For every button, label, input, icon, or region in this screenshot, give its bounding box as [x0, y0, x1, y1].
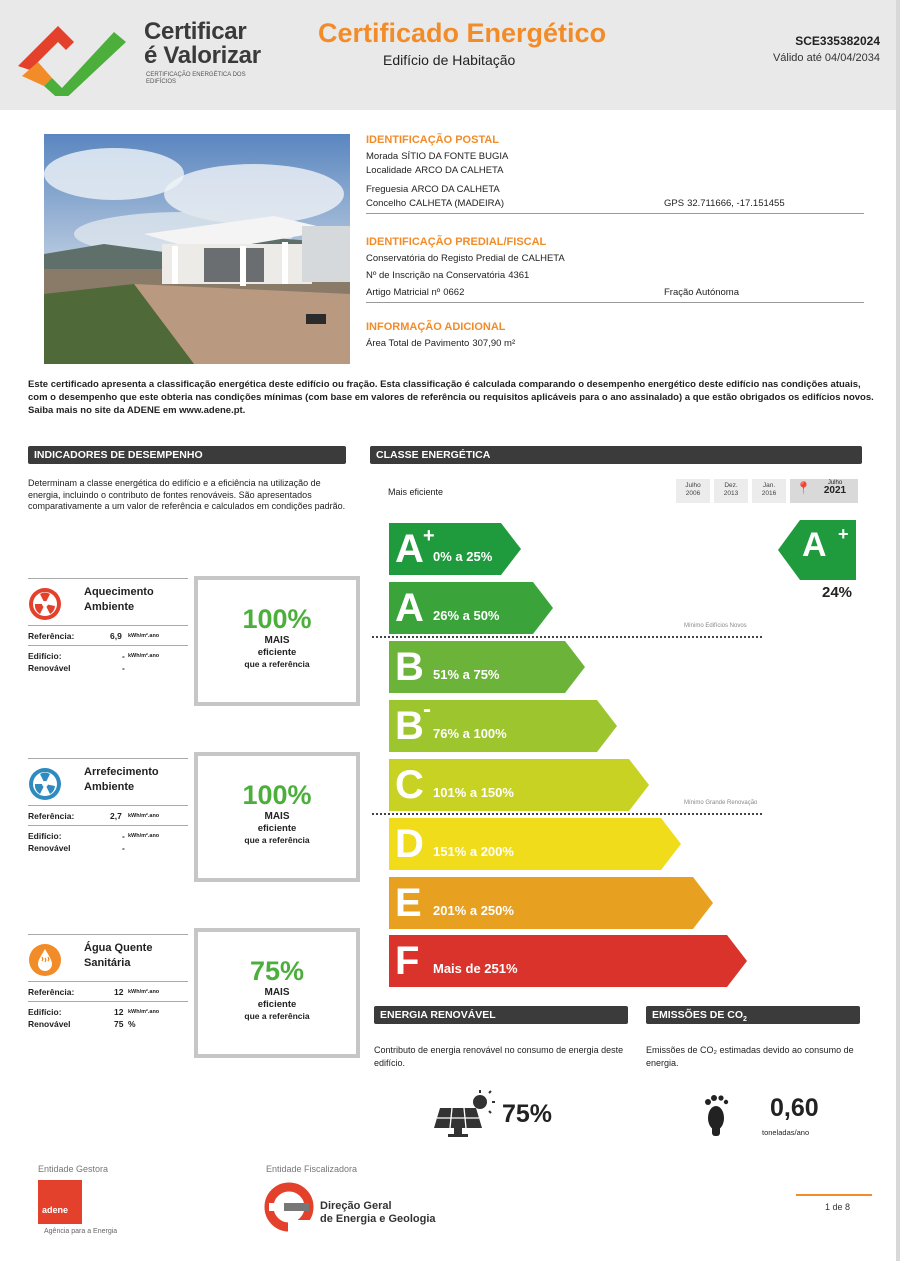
conservatoria-line [366, 252, 864, 266]
predial-divider [366, 302, 864, 303]
year-2006-value: 2006 [685, 490, 701, 497]
dgeg-line1: Direção Geral [320, 1200, 392, 1212]
freguesia-line [366, 183, 864, 197]
performance-title: INDICADORES DE DESEMPENHO [34, 449, 203, 461]
adene-name: adene [42, 1205, 69, 1215]
indicator-heating-title-l2: Ambiente [84, 601, 135, 613]
adicional-title: INFORMAÇÃO ADICIONAL [366, 321, 506, 333]
min-renovation-line [372, 813, 762, 815]
comparison-box-heating [194, 576, 360, 706]
renov-value: - [122, 843, 125, 853]
emissions-description: Emissões de CO₂ estimadas devido ao consumo de energia. [646, 1045, 854, 1068]
dgeg-line2: de Energia e Geologia [320, 1213, 436, 1225]
predial-identification [366, 236, 864, 303]
page-edge-shadow [896, 0, 900, 1261]
indicator-cooling-ref-row [28, 806, 188, 826]
indicator-hot-water-title-l2: Sanitária [84, 957, 131, 969]
rating-sup: + [838, 524, 849, 544]
class-range: 76% a 100% [433, 726, 507, 741]
indicator-hot-water-ref-row [28, 982, 188, 1002]
indicator-cooling-header [28, 758, 188, 806]
class-letter: C [395, 763, 424, 807]
conservatoria-label: Conservatória do Registo Predial de [366, 253, 519, 264]
footprint-icon [702, 1092, 730, 1136]
edif-unit: kWh/m².ano [128, 1009, 160, 1015]
comparison-pct: 75% [249, 956, 305, 986]
class-sup: + [423, 525, 435, 547]
artigo-label: Artigo Matricial nº [366, 287, 441, 298]
renov-value: - [122, 663, 125, 673]
class-c-arrow [389, 759, 649, 811]
comparison-ref: que a referência [244, 659, 310, 669]
renewable-title: ENERGIA RENOVÁVEL [380, 1009, 496, 1021]
freguesia-value: ARCO DA CALHETA [411, 184, 500, 195]
edif-label: Edifício: [28, 831, 62, 841]
document-title: Certificado Energético [318, 18, 607, 48]
class-letter: E [395, 881, 422, 925]
logo-subtitle: CERTIFICAÇÃO ENERGÉTICA DOS EDIFÍCIOS [146, 72, 246, 85]
edif-unit: kWh/m².ano [128, 653, 160, 659]
concelho-value: CALHETA (MADEIRA) [409, 198, 504, 209]
comparison-mais: MAIS [264, 811, 290, 822]
dgeg-name [320, 1200, 436, 1226]
artigo-value: 0662 [443, 287, 465, 298]
dgeg-logo-icon [264, 1182, 314, 1232]
indicator-cooling-title-l1: Arrefecimento [84, 766, 159, 778]
localidade-value: ARCO DA CALHETA [414, 165, 504, 176]
class-range: Mais de 251% [433, 961, 518, 976]
edif-value: - [122, 651, 125, 661]
rating-percentage: 24% [822, 584, 853, 601]
comparison-pct: 100% [242, 604, 312, 634]
additional-information [366, 321, 864, 351]
class-range: 201% a 250% [433, 903, 514, 918]
indicator-hot-water [28, 934, 188, 1032]
performance-description: Determinam a classe energética do edifício e a eficiência na utilização de energia, incluindo o contributo de fontes renováveis. São apresentados comparativamente a um valor de referência e calculados em condições padrão. [28, 478, 346, 511]
predial-title: IDENTIFICAÇÃO PREDIAL/FISCAL [366, 236, 547, 248]
gps-line [664, 197, 785, 211]
localidade-label: Localidade [366, 165, 412, 176]
indicator-heating-header [28, 578, 188, 626]
indicator-heating-title-l1: Aquecimento [84, 586, 154, 598]
emissions-unit: toneladas/ano [762, 1128, 810, 1137]
class-letter: A [395, 527, 424, 571]
year-2013-month: Dez. [724, 482, 738, 489]
area-line [366, 337, 864, 351]
certificar-logo [14, 16, 274, 96]
emissions-title-sub: 2 [743, 1016, 747, 1024]
class-range: 101% a 150% [433, 785, 514, 800]
comparison-eficiente: eficiente [257, 999, 297, 1010]
intro-paragraph: Este certificado apresenta a classificação energética deste edifício ou fração. Esta classificação é calculada comparando o desempenho energético deste edifício nas condições atuais, com o desempenho que este obteria nas condições mínimas (com base em valores de referência ou requisitos aplicáveis para o ano assinalado) a que estão obrigados os edifícios novos. Saiba mais no site da ADENE em www.adene.pt. [28, 379, 874, 416]
indicator-heating-edif-row [28, 646, 188, 676]
ref-unit: kWh/m².ano [128, 813, 160, 819]
class-letter: D [395, 822, 424, 866]
heating-fan-icon [28, 587, 62, 621]
building-rating [778, 520, 856, 580]
morada-value: SÍTIO DA FONTE BUGIA [401, 151, 509, 162]
emissions-value: 0,60 [770, 1094, 819, 1122]
renov-label: Renovável [28, 663, 71, 673]
hot-water-drop-icon [28, 943, 62, 977]
concelho-label: Concelho [366, 198, 407, 209]
year-2021-value: 2021 [823, 485, 847, 496]
page-number: 1 de 8 [796, 1194, 872, 1212]
min-renovation-label: Mínimo Grande Renovação [684, 800, 758, 806]
class-letter: B [395, 645, 424, 689]
edif-label: Edifício: [28, 651, 62, 661]
class-range: 51% a 75% [433, 667, 500, 682]
logo-mark-icon [14, 16, 130, 96]
class-range: 26% a 50% [433, 608, 500, 623]
inscricao-line [366, 269, 864, 283]
energy-class-title: CLASSE ENERGÉTICA [376, 449, 491, 461]
min-new-buildings-line [372, 636, 762, 638]
energy-class-bar [370, 446, 862, 464]
renov-unit: % [128, 1019, 136, 1029]
indicator-cooling-title [84, 765, 159, 795]
edif-value: - [122, 831, 125, 841]
ref-label: Referência: [28, 987, 75, 997]
edif-label: Edifício: [28, 1007, 62, 1017]
gps-label: GPS [664, 198, 685, 209]
entidade-fiscalizadora-label: Entidade Fiscalizadora [266, 1164, 358, 1174]
ref-unit: kWh/m².ano [128, 633, 160, 639]
ref-value: 12 [114, 987, 124, 997]
indicator-cooling-edif-row [28, 826, 188, 856]
conservatoria-value: CALHETA [521, 253, 565, 264]
more-efficient-label: Mais eficiente [388, 487, 444, 497]
comparison-box-cooling [194, 752, 360, 882]
comparison-ref: que a referência [244, 835, 310, 845]
year-2016-month: Jan. [762, 482, 776, 489]
edif-unit: kWh/m².ano [128, 833, 160, 839]
year-2021-month: Julho [827, 480, 843, 486]
comparison-box-hot-water [194, 928, 360, 1058]
adene-tagline: Agência para a Energia [44, 1228, 118, 1235]
indicator-hot-water-title-l1: Água Quente [84, 942, 153, 954]
localidade-line [366, 164, 864, 178]
class-letter: A [395, 586, 424, 630]
renov-label: Renovável [28, 1019, 71, 1029]
year-2006-month: Julho [685, 482, 701, 489]
class-letter: F [395, 939, 420, 983]
area-value: 307,90 m² [472, 338, 516, 349]
area-label: Área Total de Pavimento [366, 338, 470, 349]
year-2021-selected [790, 479, 858, 503]
class-range: 151% a 200% [433, 844, 514, 859]
indicator-heating-ref-row [28, 626, 188, 646]
logo-line1: Certificar [144, 18, 247, 45]
header [0, 0, 900, 110]
valid-until: Válido até 04/04/2034 [772, 52, 880, 64]
ref-unit: kWh/m².ano [128, 989, 160, 995]
emissions-title: EMISSÕES DE CO [652, 1009, 744, 1021]
artigo-line [366, 286, 864, 300]
performance-bar [28, 446, 346, 464]
class-sup: - [423, 696, 431, 723]
postal-title: IDENTIFICAÇÃO POSTAL [366, 134, 500, 146]
postal-divider [366, 213, 864, 214]
cooling-fan-icon [28, 767, 62, 801]
postal-identification [366, 134, 864, 214]
entidade-gestora-label: Entidade Gestora [38, 1164, 109, 1174]
emissions-bar [646, 1006, 860, 1024]
comparison-pct: 100% [242, 780, 312, 810]
indicator-cooling [28, 758, 188, 856]
comparison-mais: MAIS [264, 635, 290, 646]
building-photo [44, 134, 350, 364]
logo-line2: é Valorizar [144, 42, 261, 69]
indicator-cooling-title-l2: Ambiente [84, 781, 135, 793]
year-2016-value: 2016 [761, 490, 777, 497]
morada-line [366, 150, 864, 164]
ref-label: Referência: [28, 811, 75, 821]
min-new-buildings-label: Mínimo Edifícios Novos [684, 623, 747, 629]
pin-icon: 📍 [796, 481, 811, 495]
rating-letter: A [802, 526, 827, 564]
fracao-label: Fração Autónoma [664, 287, 739, 298]
renewable-bar [374, 1006, 628, 1024]
morada-label: Morada [366, 151, 399, 162]
gps-value: 32.711666, -17.151455 [687, 198, 785, 209]
edif-value: 12 [114, 1007, 124, 1017]
concelho-line [366, 197, 864, 211]
year-2013 [714, 479, 748, 503]
indicator-hot-water-header [28, 934, 188, 982]
inscricao-label: Nº de Inscrição na Conservatória [366, 270, 506, 281]
indicator-hot-water-edif-row [28, 1002, 188, 1032]
certificate-number: SCE335382024 [795, 34, 880, 48]
renov-label: Renovável [28, 843, 71, 853]
inscricao-value: 4361 [508, 270, 530, 281]
document-subtitle: Edifício de Habitação [383, 52, 516, 68]
year-2013-value: 2013 [723, 490, 739, 497]
ref-label: Referência: [28, 631, 75, 641]
comparison-mais: MAIS [264, 987, 290, 998]
renewable-description: Contributo de energia renovável no consumo de energia deste edifício. [374, 1045, 624, 1068]
indicator-hot-water-title [84, 941, 152, 971]
year-2006 [676, 479, 710, 503]
indicator-heating-title [84, 585, 154, 615]
ref-value: 6,9 [110, 631, 122, 641]
freguesia-label: Freguesia [366, 184, 409, 195]
year-2016 [752, 479, 786, 503]
comparison-eficiente: eficiente [257, 823, 297, 834]
comparison-ref: que a referência [244, 1011, 310, 1021]
regulation-years [676, 479, 858, 503]
ref-value: 2,7 [110, 811, 122, 821]
house-photo-illustration [44, 134, 350, 364]
adene-logo [38, 1180, 82, 1224]
renewable-value: 75% [502, 1100, 553, 1128]
renov-value: 75 [114, 1019, 124, 1029]
solar-panel-icon [434, 1090, 496, 1138]
indicator-heating [28, 578, 188, 676]
comparison-eficiente: eficiente [257, 647, 297, 658]
class-letter: B [395, 704, 424, 748]
class-range: 0% a 25% [433, 549, 493, 564]
